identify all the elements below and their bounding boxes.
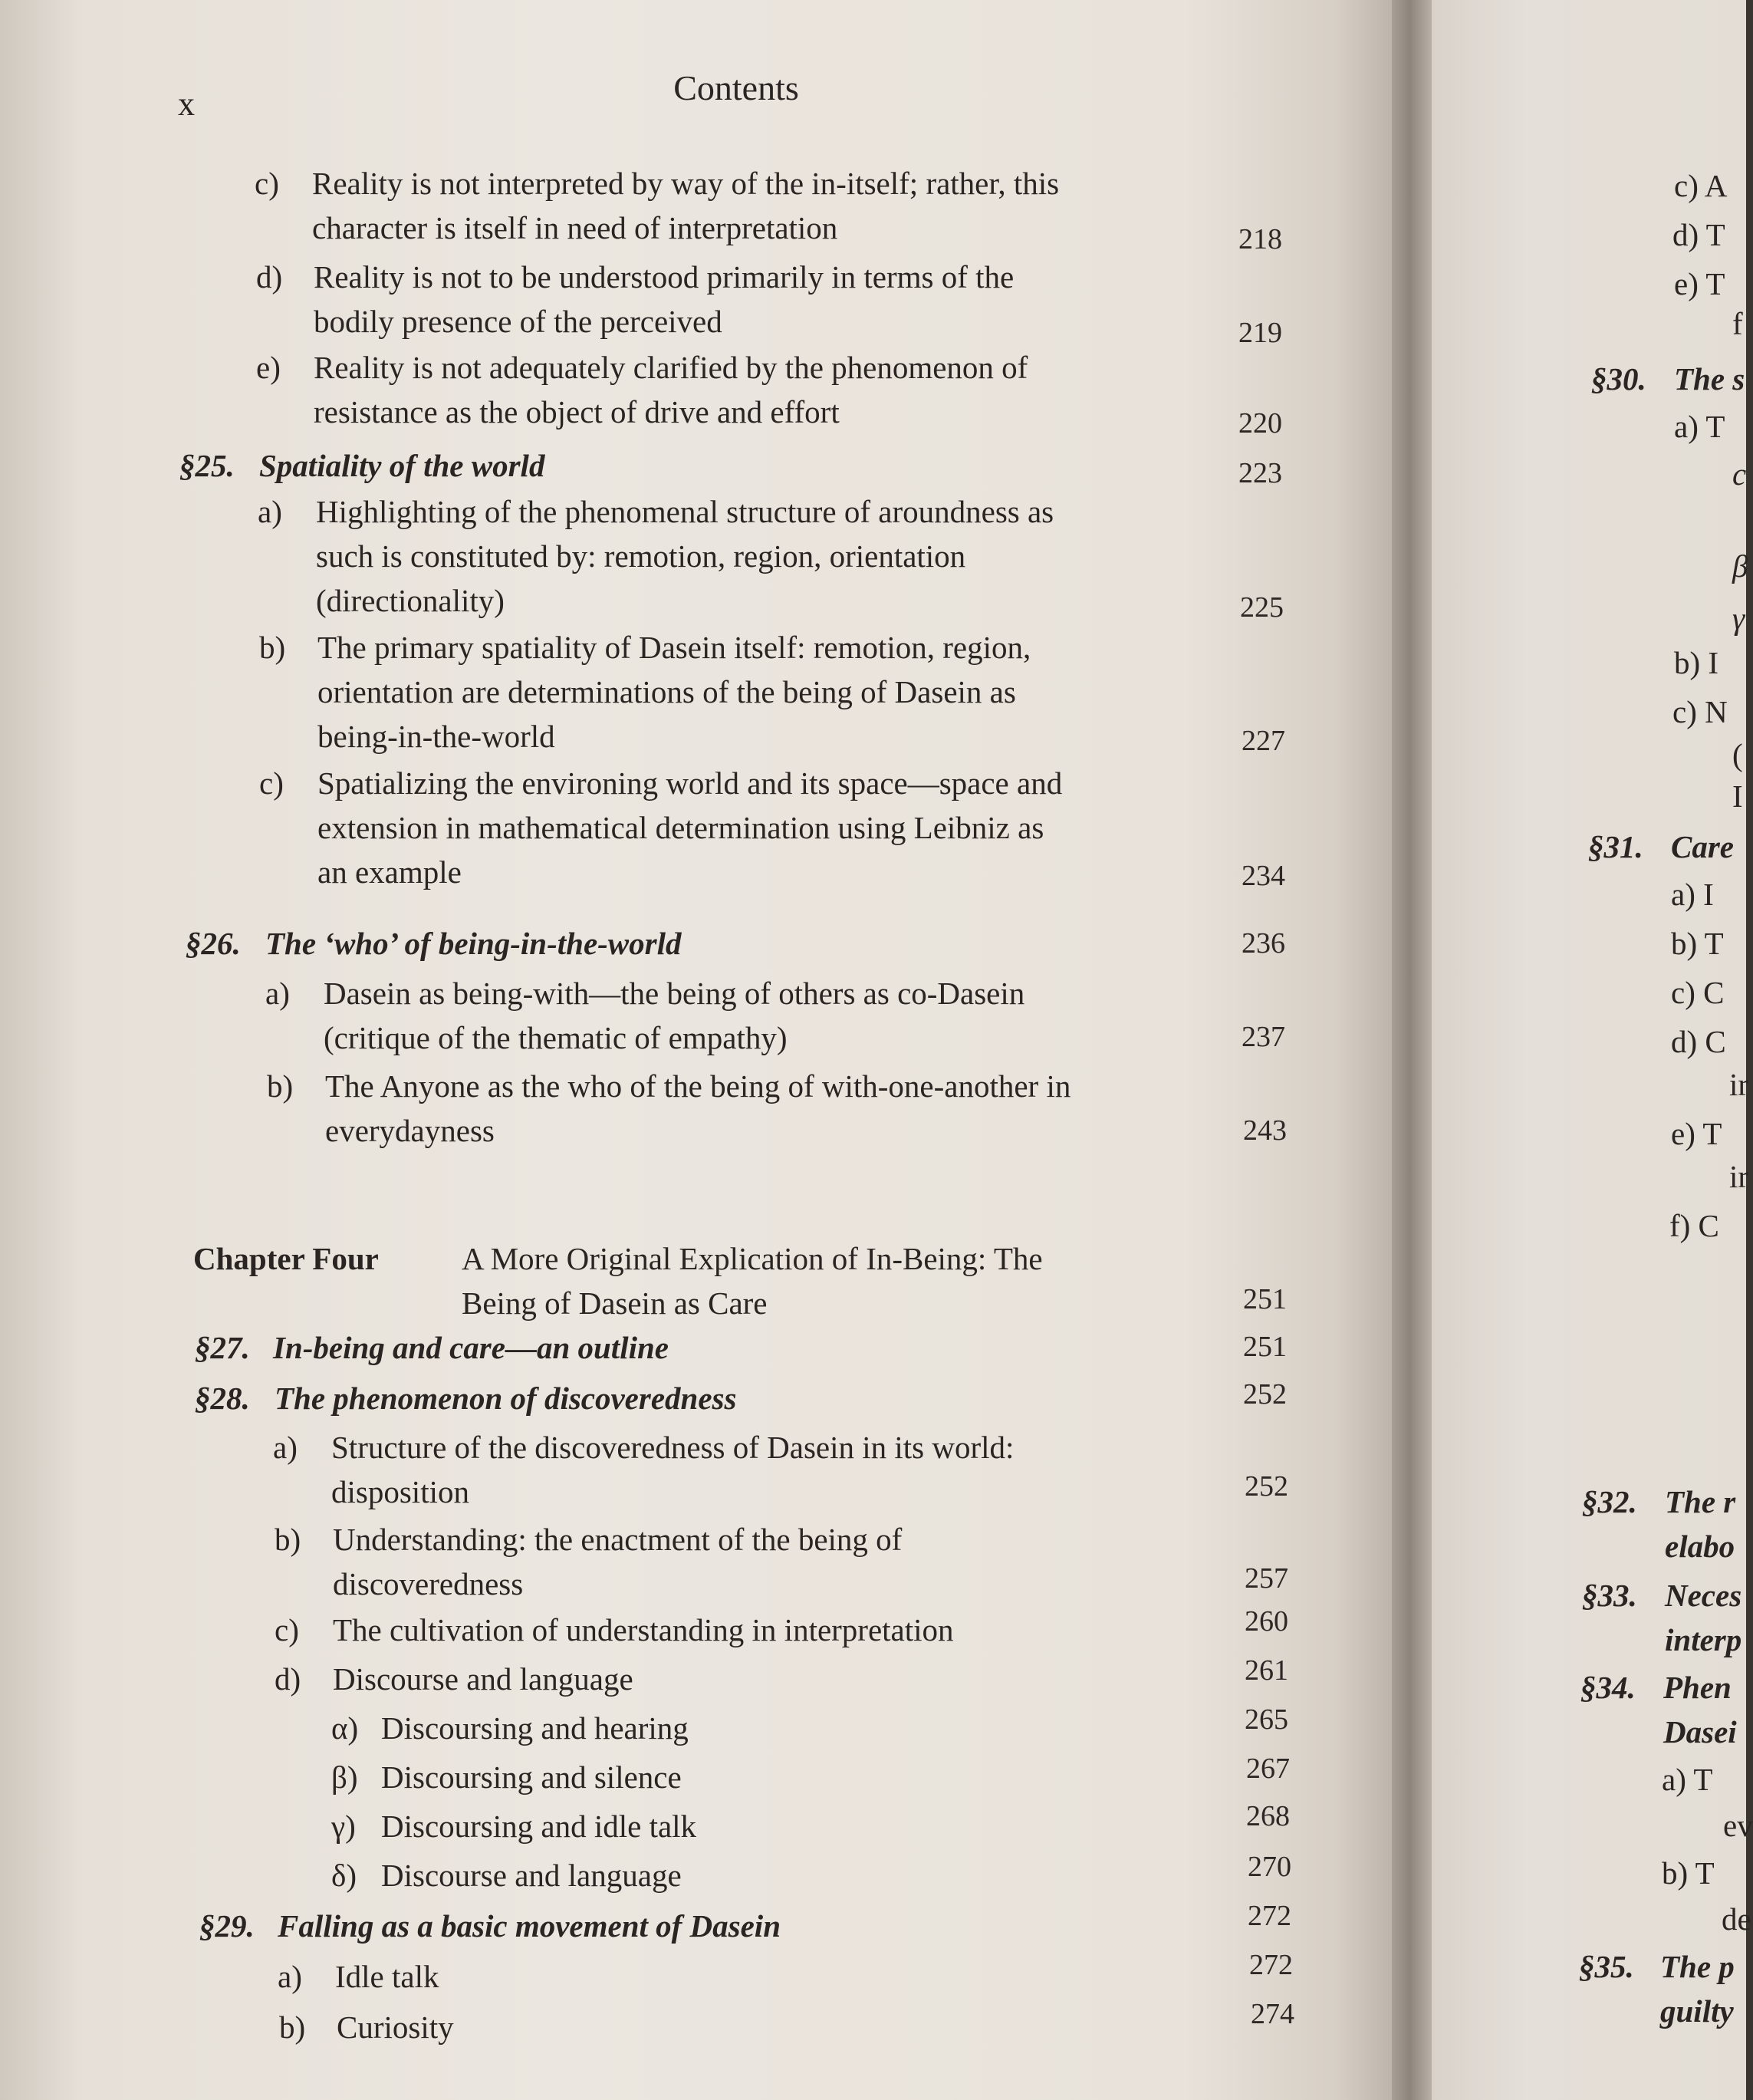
entry-label: e) <box>256 350 281 385</box>
entry-label: a) <box>278 1959 302 1994</box>
toc-entry-fragment: β <box>1732 548 1748 584</box>
toc-entry-fragment: b) T <box>1671 926 1724 961</box>
page-number: 270 <box>1248 1851 1291 1883</box>
entry-label: δ) <box>331 1858 357 1893</box>
entry-title: The cultivation of understanding in interpretation <box>333 1612 954 1647</box>
entry-label: b) <box>275 1522 301 1557</box>
entry-label: a) <box>258 494 282 529</box>
toc-entry-fragment: a) T <box>1674 409 1725 444</box>
entry-title: Discourse and language <box>333 1661 633 1697</box>
entry-label: b) <box>267 1068 294 1104</box>
entry-label: γ) <box>331 1809 356 1844</box>
toc-entry-fragment: c) N <box>1672 694 1728 729</box>
page-number: 265 <box>1245 1703 1288 1736</box>
section-number-fragment: §30. <box>1591 361 1646 397</box>
entry-title: Curiosity <box>337 2009 454 2045</box>
toc-entry-fragment: a) I <box>1671 877 1714 912</box>
page-number: 223 <box>1238 457 1282 489</box>
entry-title: Structure of the discoveredness of Dasein in its world: disposition <box>331 1430 1015 1509</box>
entry-label: α) <box>331 1710 359 1746</box>
page-number: 225 <box>1240 591 1284 624</box>
page-number: 220 <box>1238 407 1282 439</box>
chapter-title: A More Original Explication of In-Being: The Being of Dasein as Care <box>462 1241 1043 1321</box>
toc-entry-fragment: c) C <box>1671 975 1725 1010</box>
section-title: Falling as a basic movement of Dasein <box>278 1908 781 1944</box>
page-number: 260 <box>1245 1605 1288 1638</box>
entry-label: d) <box>256 259 283 295</box>
entry-title: Dasein as being-with—the being of others as co-Dasein (critique of the thematic of empathy) <box>324 976 1025 1055</box>
section-number-fragment: §32. <box>1582 1484 1637 1519</box>
entry-label: d) <box>275 1661 301 1697</box>
entry-title: The Anyone as the who of the being of with-one-another in everydayness <box>325 1068 1071 1148</box>
toc-entry-fragment: f) C <box>1669 1208 1719 1243</box>
page-folio: x <box>178 85 195 123</box>
page-number: 234 <box>1242 860 1285 892</box>
toc-entry-fragment: f <box>1732 306 1743 341</box>
toc-entry-fragment: ir <box>1729 1159 1749 1194</box>
toc-entry-fragment: e) T <box>1674 266 1725 301</box>
section-title-fragment: Dasei <box>1663 1714 1737 1749</box>
page-number: 268 <box>1246 1800 1290 1832</box>
toc-entry-fragment: ( <box>1732 737 1743 772</box>
section-title: In-being and care—an outline <box>273 1330 669 1365</box>
toc-entry-fragment: d) T <box>1672 217 1725 252</box>
toc-entry-fragment: ev <box>1723 1808 1753 1843</box>
toc-entry-fragment: d) C <box>1671 1024 1726 1059</box>
section-title-fragment: Phen <box>1663 1670 1732 1705</box>
entry-label: a) <box>273 1430 298 1465</box>
section-title-fragment: The s <box>1674 361 1745 397</box>
page-number: 236 <box>1242 927 1285 959</box>
section-number: §27. <box>195 1330 250 1365</box>
section-title-fragment: interp <box>1665 1622 1742 1657</box>
page-number: 261 <box>1245 1654 1288 1687</box>
entry-label: a) <box>265 976 290 1011</box>
book-gutter <box>1392 0 1432 2100</box>
page-number: 252 <box>1243 1378 1287 1410</box>
entry-title: The primary spatiality of Dasein itself: remotion, region, orientation are determinations of the being of Dasein as being-in-the-world <box>317 630 1031 754</box>
toc-entry-fragment: de <box>1722 1901 1751 1937</box>
page-number: 251 <box>1243 1331 1287 1363</box>
section-title-fragment: guilty <box>1660 1993 1734 2029</box>
section-number: §29. <box>199 1908 255 1944</box>
toc-entry-fragment: b) T <box>1662 1855 1715 1891</box>
entry-title: Reality is not to be understood primarily in terms of the bodily presence of the perceived <box>314 259 1015 339</box>
toc-entry-fragment: c) A <box>1674 168 1728 203</box>
entry-title: Discoursing and idle talk <box>381 1809 697 1844</box>
section-title: The phenomenon of discoveredness <box>275 1381 737 1416</box>
section-title-fragment: The p <box>1660 1949 1735 1984</box>
page-number: 272 <box>1249 1949 1293 1981</box>
toc-entry-fragment: γ <box>1732 601 1745 636</box>
entry-label: c) <box>259 765 284 801</box>
page-number: 237 <box>1242 1021 1285 1053</box>
entry-label: b) <box>279 2009 306 2045</box>
toc-entry-fragment: e) T <box>1671 1116 1722 1151</box>
section-number-fragment: §33. <box>1582 1578 1637 1613</box>
page-number: 267 <box>1246 1753 1290 1785</box>
page-number: 218 <box>1238 223 1282 255</box>
entry-title: Discourse and language <box>381 1858 682 1893</box>
section-title-fragment: The r <box>1665 1484 1736 1519</box>
entry-title: Discoursing and hearing <box>381 1710 689 1746</box>
section-number-fragment: §31. <box>1588 829 1643 864</box>
section-number: §28. <box>195 1381 250 1416</box>
section-title: The ‘who’ of being-in-the-world <box>265 926 682 961</box>
page-number: 257 <box>1245 1562 1288 1595</box>
entry-title: Understanding: the enactment of the being of discoveredness <box>333 1522 903 1601</box>
entry-label: b) <box>259 630 286 665</box>
toc-entry-fragment: ir <box>1729 1067 1749 1102</box>
entry-title: Discoursing and silence <box>381 1759 682 1795</box>
toc-entry-fragment: I <box>1732 778 1743 814</box>
toc-entry-fragment: b) I <box>1674 645 1719 680</box>
entry-title: Reality is not adequately clarified by the phenomenon of resistance as the object of drive and effort <box>314 350 1028 430</box>
page-number: 219 <box>1238 317 1282 349</box>
running-head: Contents <box>673 68 799 107</box>
chapter-label: Chapter Four <box>193 1241 379 1276</box>
page-number: 252 <box>1245 1470 1288 1503</box>
entry-label: c) <box>275 1612 299 1647</box>
section-title-fragment: Care <box>1671 829 1734 864</box>
page-number: 272 <box>1248 1900 1291 1932</box>
section-title: Spatiality of the world <box>259 448 545 483</box>
section-number: §26. <box>186 926 241 961</box>
page-number: 227 <box>1242 725 1285 757</box>
entry-title: Idle talk <box>335 1959 439 1994</box>
page-number: 243 <box>1243 1114 1287 1147</box>
entry-label: β) <box>331 1759 358 1795</box>
section-number-fragment: §34. <box>1580 1670 1636 1705</box>
page-number: 251 <box>1243 1283 1287 1315</box>
entry-title: Spatializing the environing world and its space—space and extension in mathematical determination using Leibniz as an example <box>317 765 1063 890</box>
entry-title: Reality is not interpreted by way of the in-itself; rather, this character is itself in need of interpretation <box>312 166 1060 245</box>
page-number: 274 <box>1251 1998 1294 2030</box>
section-number: §25. <box>179 448 235 483</box>
right-page <box>1432 0 1753 2100</box>
entry-title: Highlighting of the phenomenal structure of aroundness as such is constituted by: remotion, region, orientation (directionality) <box>316 494 1054 618</box>
toc-entry-fragment: c <box>1732 456 1747 492</box>
toc-entry-fragment: a) T <box>1662 1762 1713 1797</box>
entry-label: c) <box>255 166 279 201</box>
section-title-fragment: Neces <box>1665 1578 1742 1613</box>
section-title-fragment: elabo <box>1665 1529 1735 1564</box>
section-number-fragment: §35. <box>1579 1949 1634 1984</box>
